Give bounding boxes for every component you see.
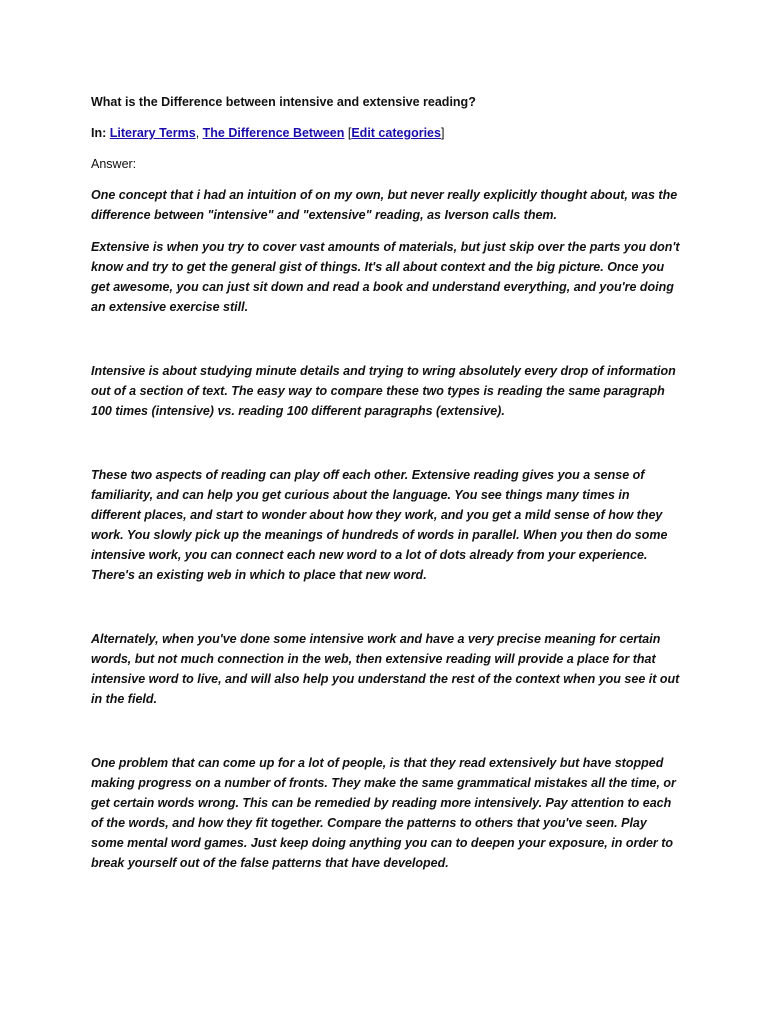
- answer-paragraph: One problem that can come up for a lot of people, is that they read extensively but have stopped making progress on a number of fronts. They make the same grammatical mistakes all the time, or get certain words wrong. This can be remedied by reading more intensively. Pay attention to each of the words, and how they fit together. Compare the patterns to others that you've seen. Play some mental word games. Just keep doing anything you can to deepen your exposure, in order to break yourself out of the false patterns that have developed.: [91, 756, 676, 870]
- edit-categories-link[interactable]: Edit categories: [351, 126, 441, 140]
- category-separator: ,: [195, 126, 200, 140]
- page-title: What is the Difference between intensive and extensive reading?: [91, 95, 476, 109]
- answer-paragraph: Alternately, when you've done some intensive work and have a very precise meaning for certain words, but not much connection in the web, then extensive reading will provide a place for that intensive word to live, and will also help you understand the rest of the context when you see it out in the field.: [91, 632, 680, 706]
- answer-paragraph: Extensive is when you try to cover vast amounts of materials, but just skip over the parts you don't know and try to get the general gist of things. It's all about context and the big picture. Once you get awesome, you can just sit down and read a book and understand everything, and you're doing an extensive exercise still.: [91, 240, 680, 314]
- answer-label: Answer:: [91, 157, 137, 171]
- document-content: [91, 94, 681, 873]
- answer-paragraph: These two aspects of reading can play off each other. Extensive reading gives you a sense of familiarity, and can help you get curious about the language. You see things many times in different places, and start to wonder about how they work, and you get a mild sense of how they work. You slowly pick up the meanings of hundreds of words in parallel. When you then do some intensive work, you can connect each new word to a lot of dots already from your experience. There's an existing web in which to place that new word.: [91, 468, 668, 582]
- answer-paragraph: Intensive is about studying minute details and trying to wring absolutely every drop of information out of a section of text. The easy way to compare these two types is reading the same paragraph 100 times (intensive) vs. reading 100 different paragraphs (extensive).: [91, 364, 676, 418]
- answer-paragraph: One concept that i had an intuition of on my own, but never really explicitly thought about, was the difference between "intensive" and "extensive" reading, as Iverson calls them.: [91, 188, 678, 222]
- edit-close-bracket: ]: [440, 126, 445, 140]
- category-label: In:: [91, 126, 107, 140]
- category-link-literary-terms[interactable]: Literary Terms: [109, 126, 196, 140]
- edit-open-bracket: [: [347, 126, 352, 140]
- category-line: [91, 125, 681, 141]
- category-link-difference-between[interactable]: The Difference Between: [202, 126, 345, 140]
